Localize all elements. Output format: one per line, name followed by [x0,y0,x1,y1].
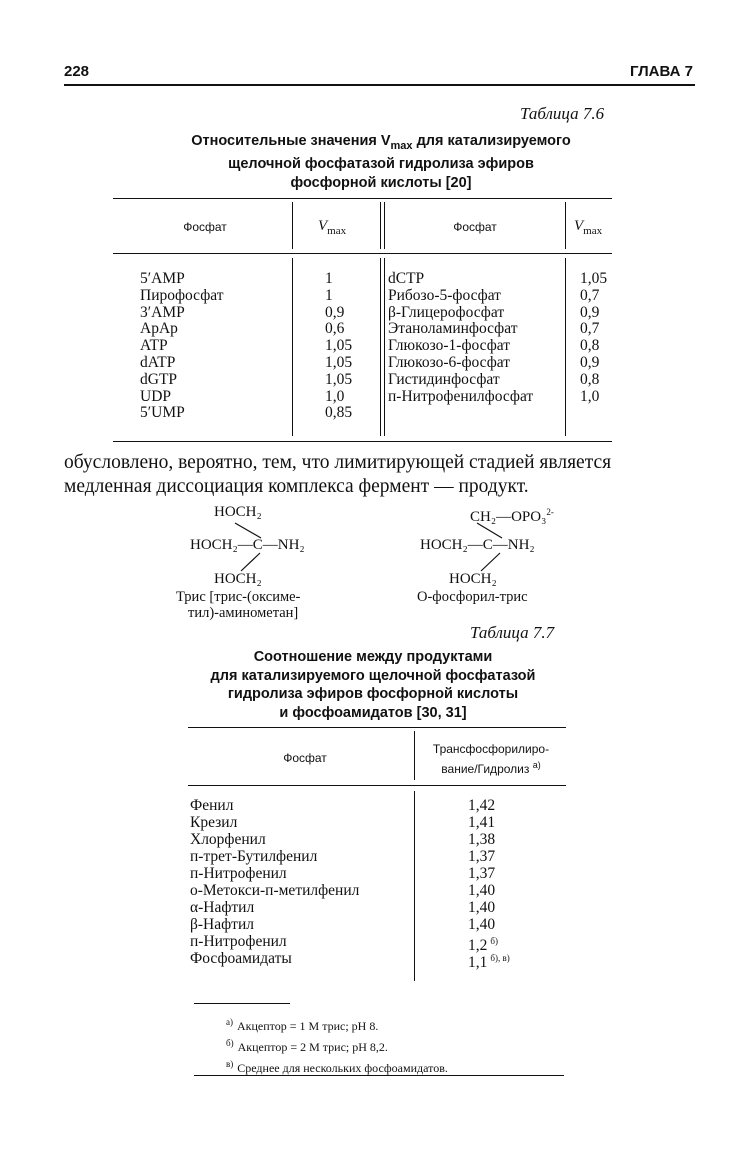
table-cell: 1 [325,286,333,304]
table-row [190,848,562,865]
row-name: Фенил [190,797,234,814]
tris-top-bond [235,523,261,538]
table-7-7-body [190,797,562,972]
table-cell: 0,6 [325,320,345,338]
table-cell: 1,05 [325,353,353,371]
table-cell: dATP [140,353,176,371]
tris-middle-group: HOCH₂—C—NH₂ [190,537,305,553]
table-cell: 0,9 [580,353,600,371]
table-row [190,882,562,899]
table-cell: 5′AMP [140,270,185,287]
table-cell: 0,8 [580,337,600,355]
row-value: 1,2 $^{б)}$ [468,936,498,955]
table-7-6-title-sub: max [390,139,413,152]
table-7-6-header-phosphate-right: Фосфат [453,220,497,234]
table-cell: Этаноламинфосфат [388,320,518,338]
table-7-6-header-vmax-right: $V_{max}$ [574,218,603,237]
row-name: п-Нитрофенил [190,865,287,882]
table-cell: dGTP [140,370,178,388]
row-name: п-Нитрофенил [190,933,287,950]
row-value: 1,38 [468,831,496,848]
page-number: 228 [64,63,90,80]
row-value: 1,37 [468,848,496,865]
table-cell: dCTP [388,270,425,287]
table-7-6-title-tail: для катализируемого [412,133,571,149]
table-row [190,814,562,831]
tris-bottom-group: HOCH₂ [214,571,262,587]
table-cell: 1,05 [580,270,608,287]
table-cell: 1,0 [580,387,600,405]
phosphoryl-tris-top-group: CH₂—OPO₃$^{2-}$ [470,507,554,525]
table-7-7-title-line-4: и фосфоамидатов [30, 31] [279,704,467,721]
table-cell: 1,05 [325,370,353,388]
table-cell: Пирофосфат [140,286,224,304]
row-name: Крезил [190,814,238,831]
table-7-7-divider [414,731,415,780]
table-cell: Глюкозо-1-фосфат [388,337,511,355]
table-7-7-header-rule [188,785,566,786]
row-name: Фосфоамидаты [190,950,292,967]
table-7-6-header-vmax-left: $V_{max}$ [318,218,347,237]
table-row [190,797,562,814]
row-name: о-Метокси-п-метилфенил [190,882,360,899]
body-line-1: обусловлено, вероятно, тем, что лимитирующей стадией является [64,452,612,473]
table-7-6-title-line-2: щелочной фосфатазой гидролиза эфиров [228,156,534,173]
table-7-6-header-phosphate-left: Фосфат [183,220,227,234]
table-cell: Рибозо-5-фосфат [388,286,501,304]
row-note: б) [490,936,498,946]
table-cell: 0,85 [325,404,353,422]
tris-label-line-1: Трис [трис-(оксиме- [176,589,301,605]
table-7-6-title-line-1: Относительные значения V [191,133,391,149]
tris-label-line-2: тил)-аминометан] [188,605,299,621]
table-cell: 0,9 [580,303,600,321]
tris-bottom-bond [241,553,260,571]
table-cell: Гистидинфосфат [388,370,500,388]
table-7-7-title-line-3: гидролиза эфиров фосфорной кислоты [227,686,519,702]
footnote-bottom-rule [194,1075,564,1076]
table-7-7-header-phosphate: Фосфат [283,751,327,765]
chapter-heading: ГЛАВА 7 [630,63,693,80]
phosphoryl-tris-bottom-bond [481,553,500,571]
table-row [190,865,562,882]
table-row [190,831,562,848]
row-value: 1,40 [468,882,496,899]
footnote: $^{а)}$ Акцептор = 1 М трис; pH 8. [226,1017,379,1033]
row-value: 1,42 [468,797,496,814]
table-7-7-caption: Таблица 7.7 [470,623,555,642]
row-value: 1,40 [468,916,496,933]
table-row [190,933,562,955]
footnote: $^{в)}$ Среднее для нескольких фосфоамидатов. [226,1059,448,1075]
table-7-6-caption: Таблица 7.6 [520,104,605,123]
table-cell: UDP [140,387,172,405]
table-cell: 1 [325,270,333,287]
row-note: б), в) [490,953,510,963]
table-row [190,899,562,916]
table-7-6-title-line-3: фосфорной кислоты [20] [290,174,472,191]
table-row [190,916,562,933]
table-row [190,950,562,972]
row-value: 1,1 $^{б), в)}$ [468,953,510,972]
table-7-7-top-rule [188,727,566,728]
tris-top-group: HOCH₂ [214,504,262,520]
table-cell: 1,05 [325,337,353,355]
table-cell: 0,7 [580,320,600,338]
table-cell: β-Глицерофосфат [388,303,505,321]
table-7-7-title-line-1: Соотношение между продуктами [253,649,493,665]
table-7-7-title [173,648,573,722]
table-cell: ATP [140,337,168,355]
phosphoryl-tris-middle-group: HOCH₂—C—NH₂ [420,537,535,553]
row-name: α-Нафтил [190,899,255,916]
table-cell: 0,7 [580,286,600,304]
footnote: $^{б)}$ Акцептор = 2 М трис; pH 8,2. [226,1038,388,1054]
row-name: β-Нафтил [190,916,254,933]
body-line-2: медленная диссоциация комплекса фермент — продукт. [64,476,529,497]
row-name: п-трет-Бутилфенил [190,848,318,865]
table-7-7-title-line-2: для катализируемого щелочной фосфатазой [210,667,536,684]
table-cell: 1,0 [325,387,345,405]
table-cell: 0,9 [325,303,345,321]
table-cell: 3′AMP [140,303,185,321]
row-value: 1,40 [468,899,496,916]
table-cell: 5′UMP [140,404,185,422]
footnote-separator [194,1003,290,1004]
table-cell: Глюкозо-6-фосфат [388,353,511,371]
row-value: 1,37 [468,865,496,882]
phosphoryl-tris-label: О-фосфорил-трис [417,589,528,605]
row-value: 1,41 [468,814,496,831]
row-name: Хлорфенил [190,831,266,848]
table-cell: п-Нитрофенилфосфат [388,387,534,405]
footnotes [226,1014,448,1077]
phosphoryl-tris-bottom-group: HOCH₂ [449,571,497,587]
table-cell: ApAp [140,320,178,338]
table-7-7-header-ratio: Трансфосфорилиро- вание/Гидролиз $^{а)}$ [432,742,550,776]
table-cell: 0,8 [580,370,600,388]
